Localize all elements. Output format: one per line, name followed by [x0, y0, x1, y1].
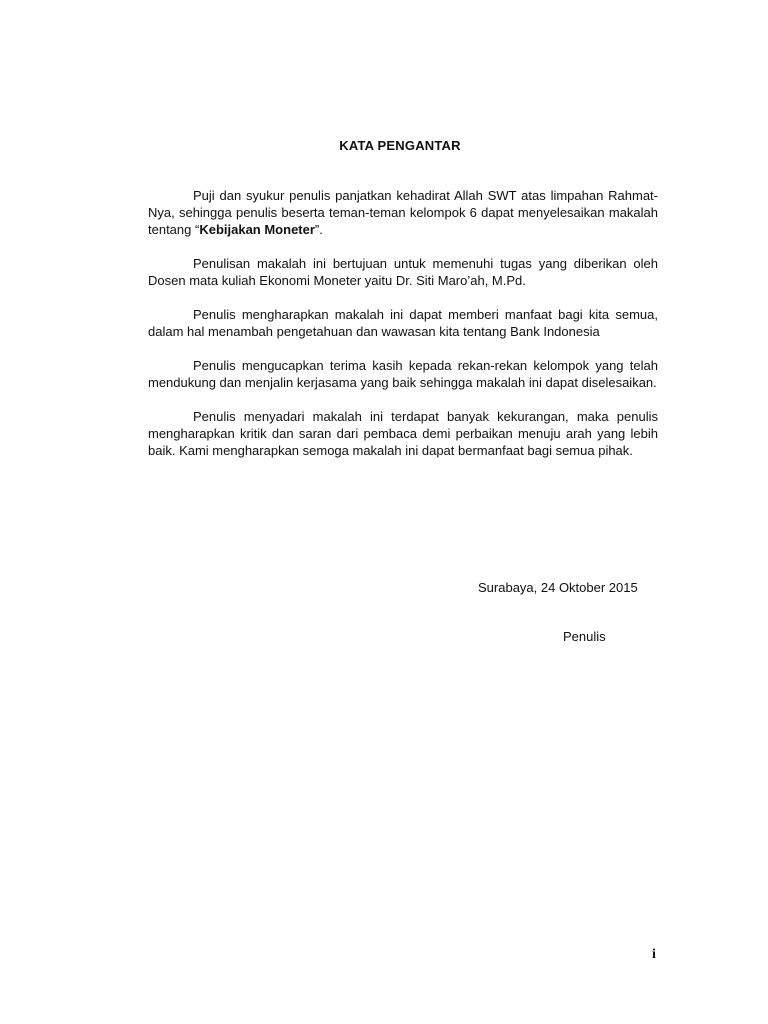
page-title: KATA PENGANTAR [339, 138, 461, 153]
paragraph-1-text-before: Puji dan syukur penulis panjatkan kehadirat Allah SWT atas limpahan Rahmat-Nya, sehingga penulis beserta teman-teman kelompok 6 dapat menyelesaikan makalah tentang “ [148, 188, 658, 237]
paragraph-3: Penulis mengharapkan makalah ini dapat memberi manfaat bagi kita semua, dalam hal menambah pengetahuan dan wawasan kita tentang Bank Indonesia [148, 307, 658, 339]
document-body [148, 187, 658, 476]
paragraph-5: Penulis menyadari makalah ini terdapat banyak kekurangan, maka penulis mengharapkan kritik dan saran dari pembaca demi perbaikan menuju arah yang lebih baik. Kami mengharapkan semoga makalah ini dapat bermanfaat bagi semua pihak. [148, 409, 658, 458]
paragraph-1-text-after: ”. [314, 222, 323, 237]
paragraph-2: Penulisan makalah ini bertujuan untuk memenuhi tugas yang diberikan oleh Dosen mata kuliah Ekonomi Moneter yaitu Dr. Siti Maro’ah, M.Pd. [148, 256, 658, 288]
page-number: i [652, 947, 656, 962]
closing-author: Penulis [563, 629, 606, 644]
paragraph-1 [148, 187, 658, 238]
paragraph-1-emphasis: Kebijakan Moneter [199, 222, 315, 237]
paragraph-4: Penulis mengucapkan terima kasih kepada rekan-rekan kelompok yang telah mendukung dan menjalin kerjasama yang baik sehingga makalah ini dapat diselesaikan. [148, 358, 658, 390]
closing-place-date: Surabaya, 24 Oktober 2015 [478, 580, 638, 595]
